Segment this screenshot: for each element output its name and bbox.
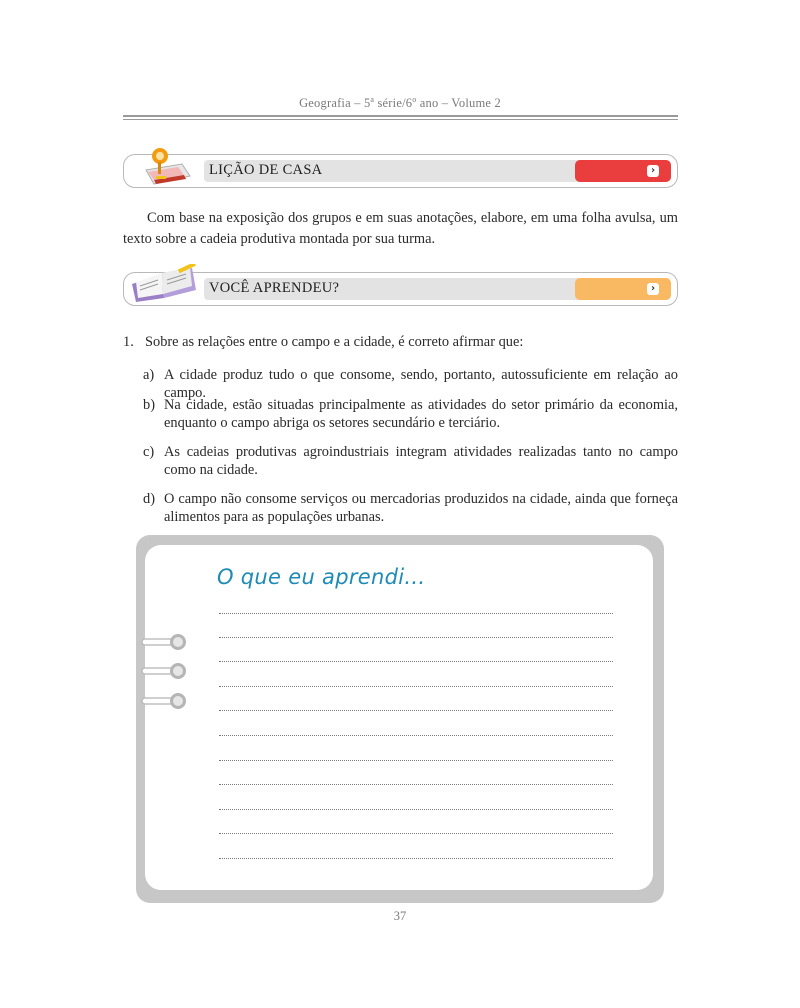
licao-de-casa-label: LIÇÃO DE CASA bbox=[209, 162, 323, 178]
writing-line[interactable] bbox=[219, 710, 613, 711]
licao-tag bbox=[575, 160, 671, 182]
aprendeu-tag bbox=[575, 278, 671, 300]
option-d bbox=[143, 490, 678, 526]
voce-aprendeu-banner bbox=[123, 272, 678, 306]
header-rule bbox=[123, 115, 678, 117]
option-text: A cidade produz tudo o que consome, sendo, portanto, autossuficiente em relação ao campo. bbox=[164, 367, 678, 401]
notebook-page bbox=[145, 545, 653, 890]
writing-line[interactable] bbox=[219, 735, 613, 736]
homework-text: Com base na exposição dos grupos e em suas anotações, elabore, em uma folha avulsa, um texto sobre a cadeia produtiva montada por sua turma. bbox=[123, 210, 678, 247]
spiral-ring-icon bbox=[140, 632, 190, 652]
writing-line[interactable] bbox=[219, 833, 613, 834]
lamp-book-icon bbox=[138, 142, 198, 199]
writing-line[interactable] bbox=[219, 809, 613, 810]
voce-aprendeu-label: VOCÊ APRENDEU? bbox=[209, 280, 340, 296]
option-letter: c) bbox=[143, 444, 155, 460]
chevron-right-icon: › bbox=[647, 283, 659, 295]
option-text: O campo não consome serviços ou mercadorias produzidos na cidade, ainda que forneça alimentos para as populações urbanas. bbox=[164, 491, 678, 525]
question-prompt bbox=[123, 334, 523, 351]
open-book-icon bbox=[128, 264, 200, 311]
page-number: 37 bbox=[393, 909, 407, 923]
writing-line[interactable] bbox=[219, 686, 613, 687]
writing-line[interactable] bbox=[219, 858, 613, 859]
header-rule-thin bbox=[123, 119, 678, 120]
writing-line[interactable] bbox=[219, 613, 613, 614]
option-letter: d) bbox=[143, 491, 155, 507]
option-text: Na cidade, estão situadas principalmente as atividades do setor primário da economia, enquanto o campo abriga os setores secundário e terciário. bbox=[164, 397, 678, 431]
option-b bbox=[143, 396, 678, 432]
writing-line[interactable] bbox=[219, 661, 613, 662]
running-header: Geografia – 5$^a$ série/6$^o$ ano – Volume 2 bbox=[299, 95, 501, 111]
writing-line[interactable] bbox=[219, 784, 613, 785]
writing-line[interactable] bbox=[219, 637, 613, 638]
option-c bbox=[143, 443, 678, 479]
chevron-right-icon: › bbox=[647, 165, 659, 177]
writing-line[interactable] bbox=[219, 760, 613, 761]
question-text: Sobre as relações entre o campo e a cidade, é correto afirmar que: bbox=[145, 334, 524, 350]
question-number: 1. bbox=[123, 334, 134, 350]
notebook-title: O que eu aprendi... bbox=[217, 565, 426, 589]
option-text: As cadeias produtivas agroindustriais integram atividades realizadas tanto no campo como na cidade. bbox=[164, 444, 678, 478]
licao-de-casa-banner bbox=[123, 154, 678, 188]
option-letter: b) bbox=[143, 397, 155, 413]
spiral-ring-icon bbox=[140, 661, 190, 681]
option-letter: a) bbox=[143, 367, 155, 383]
spiral-ring-icon bbox=[140, 691, 190, 711]
